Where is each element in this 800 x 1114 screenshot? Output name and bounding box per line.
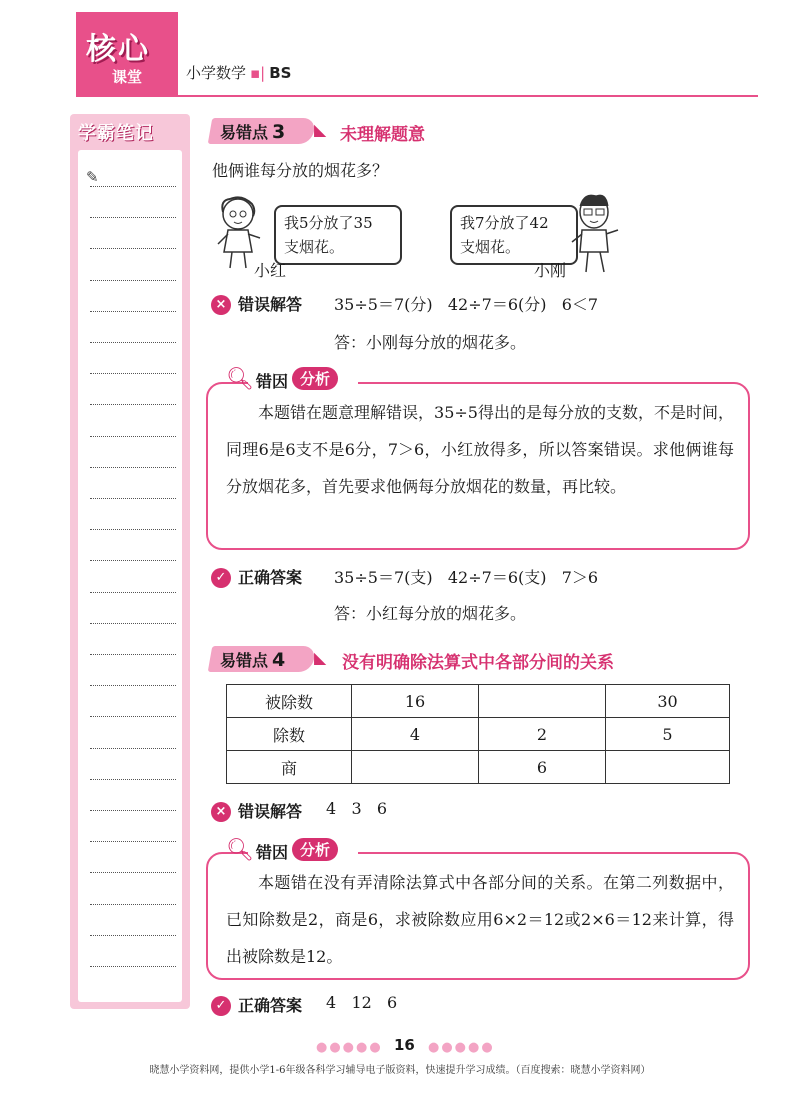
- page-dots-right: ●●●●●: [428, 1040, 495, 1055]
- section3-wrong-label: 错误解答: [238, 295, 303, 314]
- section3-analysis-box: [206, 382, 750, 550]
- notes-line: [90, 280, 176, 281]
- section3-right-answer: 答：小红每分放的烟花多。: [334, 604, 527, 623]
- subject-label: [186, 62, 292, 83]
- notes-line: [90, 467, 176, 468]
- division-table: [226, 684, 730, 784]
- notes-line: [90, 529, 176, 530]
- page-number: 16: [394, 1036, 415, 1054]
- section3-right-formula: 35÷5＝7(支) 42÷7＝6(支) 7＞6: [334, 568, 599, 587]
- speech-bubble-right: [450, 205, 578, 265]
- section3-analysis-head: [226, 367, 352, 393]
- section4-analysis-text: 本题错在没有弄清除法算式中各部分间的关系。在第二列数据中，已知除数是2，商是6，求被除数应用6×2＝12或2×6＝12来计算，得出被除数是12。: [226, 873, 734, 966]
- notes-line: [90, 872, 176, 873]
- bubble-right-line2: 支烟花。: [460, 238, 521, 256]
- section4-wrong-label: 错误解答: [238, 802, 303, 821]
- notes-line: [90, 716, 176, 717]
- section4-analysis-box: [206, 852, 750, 980]
- header-divider: [76, 95, 758, 97]
- tag-arrow-icon: ◣: [314, 648, 327, 667]
- section4-analysis-head: [226, 838, 352, 864]
- notes-line: [90, 654, 176, 655]
- notes-line: [90, 748, 176, 749]
- notes-line: [90, 810, 176, 811]
- speech-bubble-left: [274, 205, 402, 265]
- section3-analysis-text: 本题错在题意理解错误，35÷5得出的是每分放的支数，不是时间，同理6是6支不是6分，7＞6，小红放得多，所以答案错误。求他俩谁每分放烟花多，首先要求他俩每分放烟花的数量，再比较。: [226, 403, 734, 496]
- table-row: [227, 751, 730, 784]
- section4-right-label: 正确答案: [238, 996, 303, 1015]
- notes-line: [90, 560, 176, 561]
- notes-line: [90, 217, 176, 218]
- table-cell: 16: [352, 685, 479, 718]
- tag-arrow-icon: ◣: [314, 120, 327, 139]
- analysis-word2: 分析: [292, 838, 338, 861]
- analysis-word2: 分析: [292, 367, 338, 390]
- magnifier-icon: 🔍︎: [226, 367, 254, 392]
- section4-title: 没有明确除法算式中各部分间的关系: [342, 653, 614, 673]
- name-left: 小红: [254, 261, 287, 280]
- notes-line: [90, 373, 176, 374]
- table-cell: [606, 751, 730, 784]
- table-row: [227, 718, 730, 751]
- notes-line: [90, 966, 176, 967]
- notes-line: [90, 685, 176, 686]
- bubble-right-line1: 我7分放了42: [460, 214, 549, 232]
- notes-paper: [78, 150, 182, 1002]
- notes-line: [90, 623, 176, 624]
- notes-line: [90, 779, 176, 780]
- notes-line: [90, 311, 176, 312]
- table-row: [227, 685, 730, 718]
- notes-line: [90, 498, 176, 499]
- magnifier-icon: 🔍︎: [226, 838, 254, 863]
- logo-subtitle: 课堂: [112, 68, 143, 86]
- section3-wrong-formula: 35÷5＝7(分) 42÷7＝6(分) 6＜7: [334, 295, 599, 314]
- check-icon: ✓: [211, 996, 231, 1016]
- section4-tag-label: [220, 648, 285, 671]
- page-dots-left: ●●●●●: [316, 1040, 383, 1055]
- notes-line: [90, 436, 176, 437]
- notes-line: [90, 404, 176, 405]
- section4-right-values: 4 12 6: [326, 993, 398, 1012]
- notes-line: [90, 592, 176, 593]
- footer-note: 晓慧小学资料网，提供小学1-6年级各科学习辅导电子版资料，快速提升学习成绩。（百度搜索：晓慧小学资料网）: [149, 1065, 651, 1076]
- section3-question: 他俩谁每分放的烟花多？: [212, 161, 389, 180]
- notes-title: 学霸笔记: [78, 123, 154, 144]
- separator-icon: ▪|: [250, 64, 266, 82]
- boy-illustration: [566, 192, 626, 276]
- analysis-word1: 错因: [256, 843, 289, 862]
- bubble-left-line2: 支烟花。: [284, 238, 345, 256]
- section3-title: 未理解题意: [340, 125, 425, 145]
- table-cell: 30: [606, 685, 730, 718]
- section4-tag-number: 4: [272, 649, 286, 671]
- notes-line: [90, 904, 176, 905]
- table-cell: 被除数: [227, 685, 352, 718]
- section4-wrong-values: 4 3 6: [326, 799, 388, 818]
- edition-label: BS: [269, 64, 292, 82]
- table-cell: 商: [227, 751, 352, 784]
- wrong-icon: ×: [211, 295, 231, 315]
- wrong-icon: ×: [211, 802, 231, 822]
- section3-tag-number: 3: [272, 121, 286, 143]
- table-cell: [352, 751, 479, 784]
- check-icon: ✓: [211, 568, 231, 588]
- table-cell: 5: [606, 718, 730, 751]
- table-cell: 4: [352, 718, 479, 751]
- name-right: 小刚: [534, 261, 567, 280]
- notes-line: [90, 935, 176, 936]
- table-cell: 除数: [227, 718, 352, 751]
- analysis-word1: 错因: [256, 372, 289, 391]
- pencil-icon: ✎: [86, 168, 99, 186]
- section3-wrong-answer: 答：小刚每分放的烟花多。: [334, 333, 527, 352]
- section3-tag-label: [220, 120, 285, 143]
- section3-right-label: 正确答案: [238, 568, 303, 587]
- notes-line: [90, 186, 176, 187]
- subject-name: 小学数学: [186, 64, 247, 82]
- logo-title: 核心: [86, 32, 150, 67]
- notes-line: [90, 342, 176, 343]
- table-cell: [479, 685, 606, 718]
- section3-tag-word: 易错点: [220, 123, 269, 142]
- table-cell: 6: [479, 751, 606, 784]
- notes-line: [90, 841, 176, 842]
- section4-tag-word: 易错点: [220, 651, 269, 670]
- table-cell: 2: [479, 718, 606, 751]
- bubble-left-line1: 我5分放了35: [284, 214, 373, 232]
- notes-line: [90, 248, 176, 249]
